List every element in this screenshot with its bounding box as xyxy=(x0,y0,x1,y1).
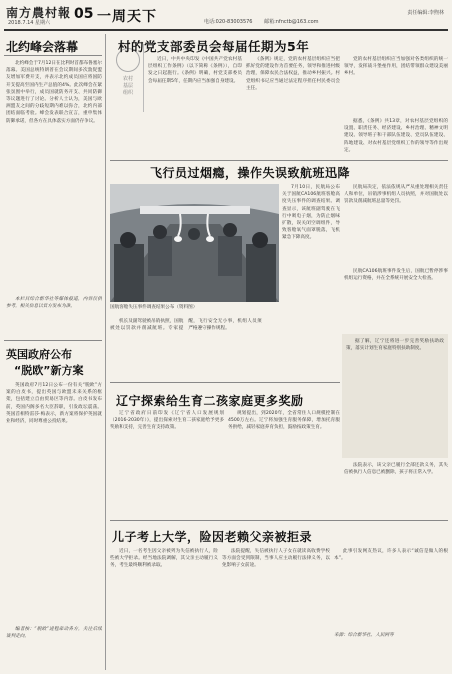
son-headline: 儿子考上大学，险因老赖父亲被拒录 xyxy=(112,530,313,544)
flight-body-c: 机长及副驾驶被吊销执照，国航被处以罚款并削减航班。专家提醒，飞行安全无小事，机组人员须严格遵守操作规程。 xyxy=(110,319,262,332)
divider xyxy=(110,160,448,161)
header-contact xyxy=(204,18,329,25)
flight-headline: 飞行员过烟瘾，操作失误致航班迅降 xyxy=(150,166,351,180)
divider xyxy=(4,55,102,56)
flight-body-b: 民航局决定，依法依规从严从重处理相关责任人和单位，吊销涉事机组人员执照，并对国航处以罚款及削减航班总量等处罚。 xyxy=(344,185,448,205)
issue-date: 2018.7.14 星期六 xyxy=(8,20,51,26)
party-body-b: 《条例》规定，党的农村基层组织应当把抓好党的建设作为首要任务，领导和推进村级治理，保障农民合法权益，推动乡村振兴。村党组织书记应当通过法定程序担任村民委员会主任。 xyxy=(246,57,340,91)
party-body-c: 党的农村基层组织应当加强对各类组织的统一领导，发挥战斗堡垒作用，团结带领群众建设美丽乡村。 xyxy=(344,57,448,77)
divider xyxy=(110,520,448,521)
liaoning-body-b: 规划提出，到2020年，全省常住人口规模控制在4500万左右。辽宁将加强生育服务保障，增加托育服务供给，减轻家庭养育负担，鼓励按政策生育。 xyxy=(228,411,340,431)
sidebar-box xyxy=(342,334,448,458)
flight-body-a: 7月10日，民航局公布关于国航CA106航班客舱高度失压事件的调查结果。调查显示，该航班副驾驶在飞行中吸电子烟，为防止烟味扩散，误关闭空调组件，导致客舱氧气面罩脱落，飞机紧急下降高度。 xyxy=(282,185,340,241)
email-text: 邮箱:nfnctb@163.com xyxy=(264,19,319,25)
photo-caption: 国航客舱失压事件调查结果公布（资料图） xyxy=(110,305,198,310)
party-headline: 村的党支部委员会每届任期为5年 xyxy=(118,39,310,54)
left-column xyxy=(4,34,106,670)
page-number: 05 xyxy=(74,6,94,22)
son-body-b: 法院提醒，失信被执行人子女在就读高收费学校等方面会受到限制，当事人应主动履行法律义务，以免影响子女前途。 xyxy=(222,549,330,569)
source-note: 来源：综合新华社、人民网等 xyxy=(334,633,394,638)
stamp-text: 农村基层组织 xyxy=(122,76,133,96)
right-body-d: 法院表示，该父亲已履行全部还款义务，其失信被执行人信息已被删除，孩子将正常入学。 xyxy=(344,463,448,476)
divider xyxy=(110,382,340,383)
liaoning-headline: 辽宁探索给生育二孩家庭更多奖励 xyxy=(116,394,304,408)
newspaper-logo: 南方農村報 xyxy=(6,6,72,20)
party-body-a: 近日，中共中央印发《中国共产党农村基层组织工作条例》（以下简称《条例》），自印发之日起施行。《条例》明确，村党支部委员会每届任期5年，任期内应当加强自身建设。 xyxy=(148,57,242,84)
airplane-cabin-photo xyxy=(110,184,279,302)
brexit-headline-2: “脱欧”新方案 xyxy=(14,364,84,377)
liaoning-body-a: 辽宁省政府日前印发《辽宁省人口发展规划（2016-2030年）》，提出探索对生育二孩家庭给予更多奖励和支持，完善生育支持政策。 xyxy=(110,411,224,431)
cabin-illustration xyxy=(110,184,279,302)
editor-text: 责任编辑:李煦林 xyxy=(407,10,444,16)
phone-text: 电话:020-83003576 xyxy=(204,19,253,25)
right-body-b: 民航CA106航班事件发生后，国航已暂停涉事机组运行资格，并在全系统开展安全大检查。 xyxy=(344,269,448,282)
right-body-c: 据了解，辽宁还将进一步完善奖励扶助政策，落实计划生育家庭特别扶助制度。 xyxy=(346,339,444,352)
right-body-a: 据悉，《条例》共13章，对农村基层党组织的设置、职责任务、经济建设、乡村治理、精神文明建设、领导班子和干部队伍建设、党员队伍建设、阵地建设、对农村基层党组织工作的领导等作出规定。 xyxy=(344,119,448,153)
nato-body: 北约峰会于7月12日在比利时首都布鲁塞尔落幕。美国总统特朗普在会议期间多次敦促盟友增加军费开支，并表示北约成员国应将国防开支提高至国内生产总值的4%。此次峰会在紧张氛围中举行，成员国就防务开支、共同防御等议题进行了讨论。分析人士认为，美国与欧洲盟友之间的分歧短期内难以弥合，北约内部团结面临考验。峰会发表联合宣言，重申集体防御承诺，但各方在具体落实方面仍存争议。 xyxy=(6,61,102,124)
nato-note: 本栏目综合新华社等媒体报道，内容仅供参考，相关信息以官方发布为准。 xyxy=(6,297,102,310)
masthead xyxy=(4,3,448,31)
editor-info xyxy=(407,9,444,17)
brexit-headline-1: 英国政府公布 xyxy=(6,348,72,361)
son-body-a: 近日，一名考生因父亲被列为失信被执行人，险些被大学拒录。经当地法院调解，其父亲主动履行义务，考生最终顺利被录取。 xyxy=(110,549,218,569)
section-title: 一周天下 xyxy=(97,9,157,25)
divider xyxy=(4,340,102,341)
nato-headline: 北约峰会落幕 xyxy=(6,40,79,54)
son-body-c: 此事引发网友热议，许多人表示“诚信是做人的根本”。 xyxy=(334,549,448,562)
brexit-body: 英国政府7月12日公布一份有关“脱欧”方案的白皮书，提出英国与欧盟未来关系的框架，包括建立自由贸易区等内容。白皮书发布前，英国内阁多名大臣辞职，引发政坛震荡。英国首相特雷莎·梅表示，新方案将保护英国就业和经济，同时尊重公投结果。 xyxy=(6,383,102,425)
brexit-quote: 编者按：“脱欧”进程牵动各方，关注后续谈判走向。 xyxy=(6,627,102,640)
